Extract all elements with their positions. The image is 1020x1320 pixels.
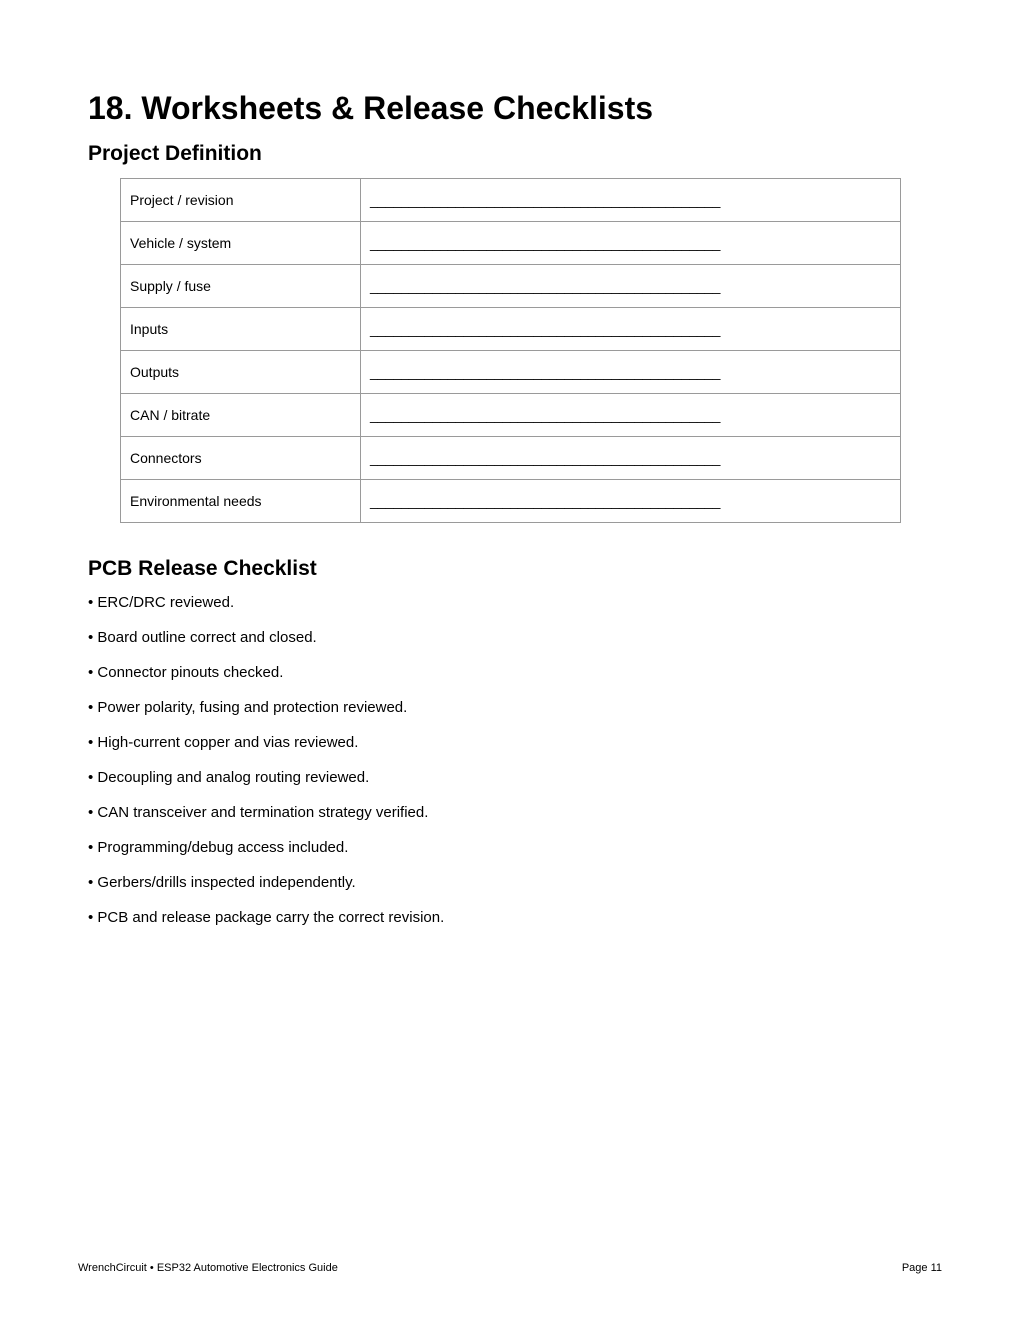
row-label: Connectors — [121, 437, 361, 480]
row-label: Supply / fuse — [121, 265, 361, 308]
table-row — [121, 351, 901, 394]
table-row — [121, 480, 901, 523]
list-item: • Power polarity, fusing and protection reviewed. — [88, 699, 408, 716]
table-row — [121, 308, 901, 351]
footer-document-title: WrenchCircuit • ESP32 Automotive Electronics Guide — [78, 1262, 338, 1274]
pcb-release-checklist-heading: PCB Release Checklist — [88, 557, 317, 580]
list-item: • Gerbers/drills inspected independently. — [88, 874, 356, 891]
row-blank-line: _____________________________________________ — [361, 394, 901, 437]
row-label: CAN / bitrate — [121, 394, 361, 437]
row-blank-line: _____________________________________________ — [361, 265, 901, 308]
list-item: • PCB and release package carry the correct revision. — [88, 909, 445, 926]
list-item: • Board outline correct and closed. — [88, 629, 317, 646]
row-label: Inputs — [121, 308, 361, 351]
list-item: • CAN transceiver and termination strategy verified. — [88, 804, 429, 821]
table-row — [121, 437, 901, 480]
table-row — [121, 394, 901, 437]
row-blank-line: _____________________________________________ — [361, 308, 901, 351]
table-row — [121, 179, 901, 222]
row-label: Outputs — [121, 351, 361, 394]
footer-page-number: Page 11 — [901, 1262, 942, 1274]
list-item: • Programming/debug access included. — [88, 839, 349, 856]
row-blank-line: _____________________________________________ — [361, 480, 901, 523]
table-row — [121, 265, 901, 308]
list-item: • ERC/DRC reviewed. — [88, 594, 235, 611]
row-blank-line: _____________________________________________ — [361, 179, 901, 222]
row-blank-line: _____________________________________________ — [361, 351, 901, 394]
page-title: 18. Worksheets & Release Checklists — [88, 90, 654, 126]
list-item: • High-current copper and vias reviewed. — [88, 734, 359, 751]
table-row — [121, 222, 901, 265]
row-blank-line: _____________________________________________ — [361, 437, 901, 480]
project-definition-heading: Project Definition — [88, 142, 262, 165]
row-blank-line: _____________________________________________ — [361, 222, 901, 265]
pcb-release-checklist — [88, 592, 444, 942]
row-label: Environmental needs — [121, 480, 361, 523]
row-label: Vehicle / system — [121, 222, 361, 265]
project-definition-table — [120, 178, 901, 523]
list-item: • Decoupling and analog routing reviewed. — [88, 769, 370, 786]
row-label: Project / revision — [121, 179, 361, 222]
list-item: • Connector pinouts checked. — [88, 664, 284, 681]
